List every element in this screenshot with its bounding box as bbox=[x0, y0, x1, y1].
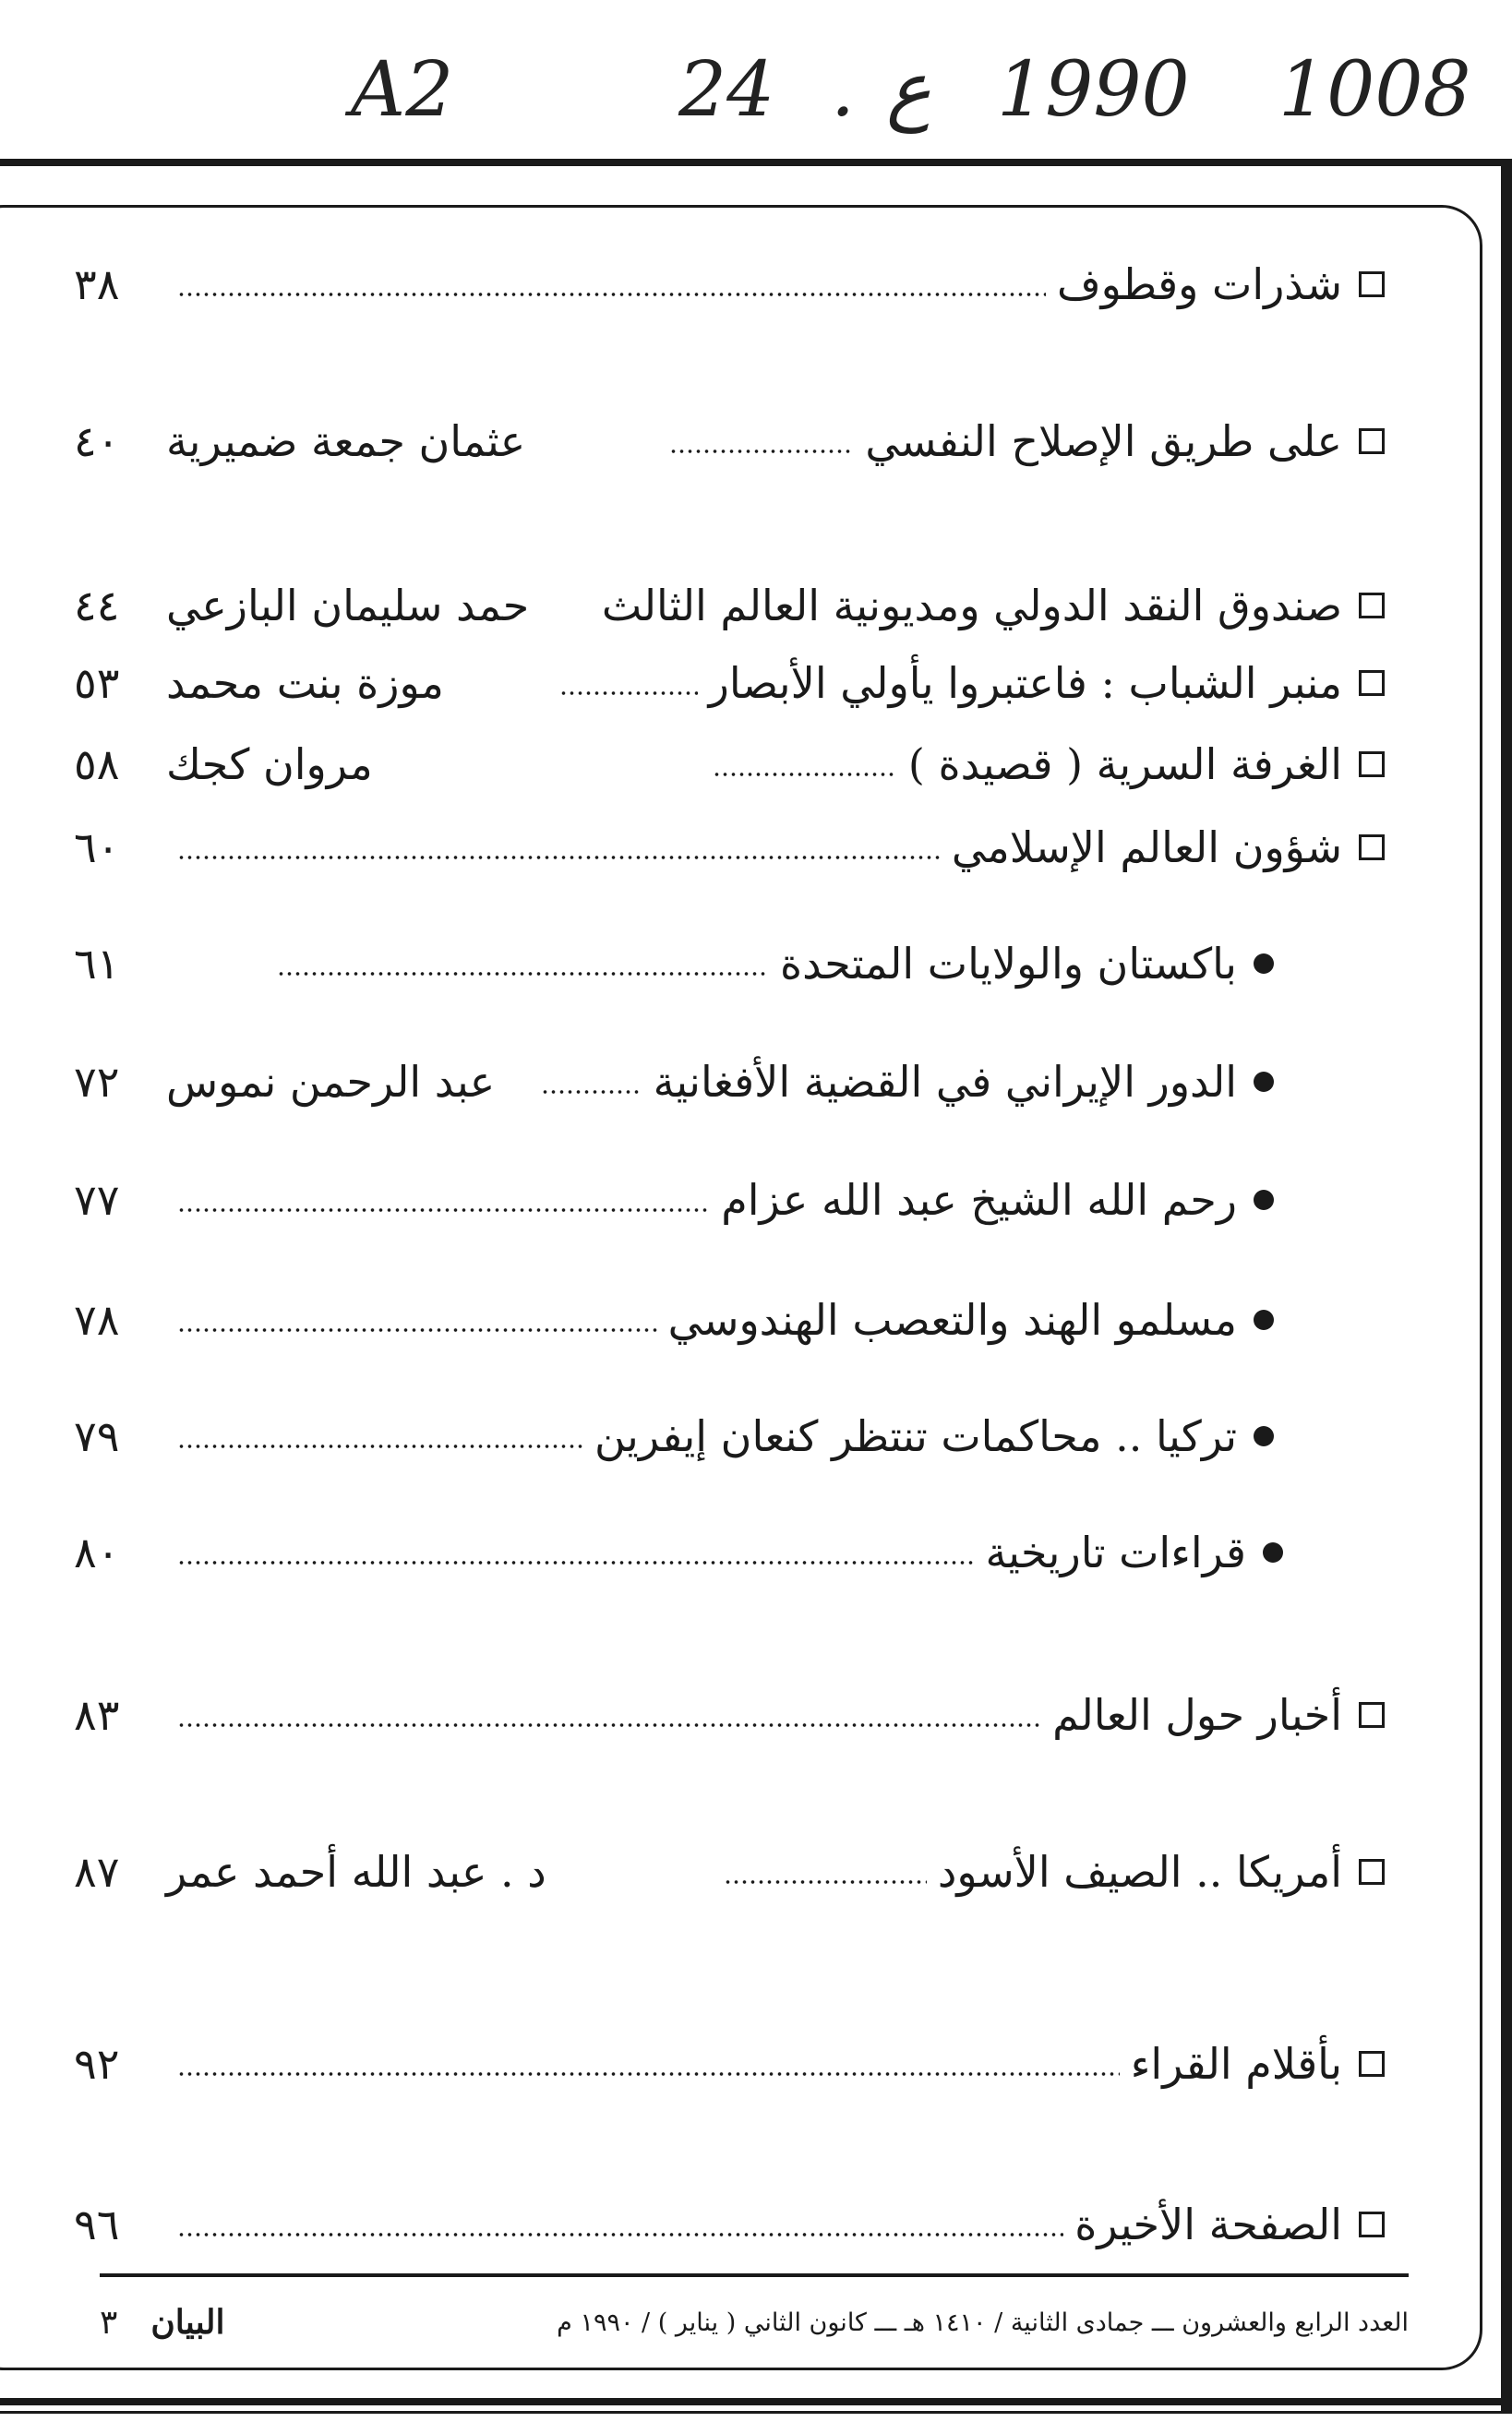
bullet-dot-icon bbox=[1263, 1542, 1283, 1563]
square-bullet-icon bbox=[1359, 751, 1385, 777]
bullet-dot-icon bbox=[1254, 1190, 1274, 1210]
square-bullet-icon bbox=[1359, 2212, 1385, 2237]
footer-issue-info: العدد الرابع والعشرون ـــ جمادى الثانية / ١٤١٠ هـ ـــ كانون الثاني ( يناير ) / ١٩٩٠ م bbox=[557, 2308, 1409, 2337]
toc-title: منبر الشباب : فاعتبروا يأولي الأبصار bbox=[708, 658, 1342, 708]
toc-page-number: ٧٨ bbox=[74, 1295, 120, 1345]
square-bullet-icon bbox=[1359, 1859, 1385, 1885]
handwritten-year: 1990 bbox=[997, 46, 1190, 134]
toc-page-number: ٤٤ bbox=[74, 581, 120, 630]
leader-dots bbox=[277, 972, 769, 976]
handwritten-day: 24 bbox=[678, 46, 775, 134]
square-bullet-icon bbox=[1359, 271, 1385, 297]
footer-magazine-name: البيان bbox=[150, 2303, 225, 2342]
square-bullet-icon bbox=[1359, 1702, 1385, 1728]
toc-entry bbox=[74, 249, 1385, 319]
toc-title: أمريكا .. الصيف الأسود bbox=[937, 1847, 1342, 1897]
toc-title: قراءات تاريخية bbox=[985, 1528, 1246, 1577]
toc-title: تركيا .. محاكمات تنتظر كنعان إيفرين bbox=[594, 1411, 1237, 1461]
toc-page-number: ٩٢ bbox=[74, 2039, 120, 2089]
toc-title: الصفحة الأخيرة bbox=[1074, 2200, 1342, 2249]
toc-page-number: ٦٠ bbox=[74, 822, 120, 872]
leader-dots bbox=[177, 2233, 1063, 2236]
leader-dots bbox=[559, 691, 698, 695]
toc-page-number: ٨٠ bbox=[74, 1528, 120, 1577]
toc-entry bbox=[74, 1837, 1385, 1907]
toc-title: رحم الله الشيخ عبد الله عزام bbox=[721, 1175, 1237, 1225]
leader-dots bbox=[177, 2072, 1120, 2076]
bullet-dot-icon bbox=[1254, 1072, 1274, 1092]
toc-entry bbox=[74, 729, 1385, 799]
toc-page-number: ٥٣ bbox=[74, 658, 120, 708]
leader-dots bbox=[669, 450, 854, 453]
toc-page-number: ٤٠ bbox=[74, 416, 120, 466]
handwritten-month: ع bbox=[886, 46, 931, 134]
leader-dots bbox=[177, 1328, 657, 1332]
toc-title: صندوق النقد الدولي ومديونية العالم الثالث bbox=[601, 581, 1342, 630]
toc-title: بأقلام القراء bbox=[1130, 2039, 1342, 2089]
toc-author: مروان كجك bbox=[166, 739, 373, 789]
right-border-rule bbox=[1501, 159, 1512, 2411]
toc-author: عبد الرحمن نموس bbox=[166, 1057, 496, 1107]
toc-title: الغرفة السرية ( قصيدة ) bbox=[907, 739, 1342, 789]
toc-page-number: ٥٨ bbox=[74, 739, 120, 789]
bullet-dot-icon bbox=[1254, 1310, 1274, 1330]
footer-divider bbox=[100, 2273, 1409, 2277]
handwritten-annotation bbox=[0, 46, 1512, 157]
leader-dots bbox=[177, 856, 941, 859]
toc-author: د . عبد الله أحمد عمر bbox=[166, 1847, 546, 1897]
square-bullet-icon bbox=[1359, 834, 1385, 860]
square-bullet-icon bbox=[1359, 428, 1385, 454]
toc-entry bbox=[74, 406, 1385, 476]
toc-page-number: ٧٩ bbox=[74, 1411, 120, 1461]
toc-author: حمد سليمان البازعي bbox=[166, 581, 530, 630]
toc-page-number: ٩٦ bbox=[74, 2200, 120, 2249]
bottom-border-rule bbox=[0, 2398, 1512, 2405]
toc-page-number: ٨٧ bbox=[74, 1847, 120, 1897]
top-border-rule bbox=[0, 159, 1512, 166]
toc-page-number: ٧٢ bbox=[74, 1057, 120, 1107]
toc-title: شؤون العالم الإسلامي bbox=[951, 822, 1342, 872]
footer-page-number: ٣ bbox=[100, 2303, 118, 2342]
toc-title: الدور الإيراني في القضية الأفغانية bbox=[653, 1057, 1237, 1107]
toc-page-number: ٦١ bbox=[74, 939, 120, 989]
toc-page-number: ٨٣ bbox=[74, 1690, 120, 1740]
toc-entry bbox=[74, 2029, 1385, 2099]
toc-page-number: ٣٨ bbox=[74, 259, 120, 309]
leader-dots bbox=[177, 1445, 583, 1448]
toc-subentry bbox=[74, 1285, 1274, 1355]
toc-subentry bbox=[74, 1517, 1283, 1588]
handwritten-dot: . bbox=[831, 46, 856, 134]
toc-title: شذرات وقطوف bbox=[1057, 259, 1342, 309]
square-bullet-icon bbox=[1359, 593, 1385, 618]
toc-entry bbox=[74, 1680, 1385, 1750]
handwritten-code: A2 bbox=[351, 46, 454, 134]
handwritten-number: 1008 bbox=[1278, 46, 1471, 134]
square-bullet-icon bbox=[1359, 670, 1385, 696]
bullet-dot-icon bbox=[1254, 953, 1274, 974]
leader-dots bbox=[177, 1208, 710, 1212]
bottom-border-rule-thin bbox=[0, 2411, 1512, 2414]
toc-entry bbox=[74, 812, 1385, 882]
page-footer bbox=[100, 2295, 1409, 2350]
toc-title: أخبار حول العالم bbox=[1052, 1690, 1342, 1740]
toc-title: مسلمو الهند والتعصب الهندوسي bbox=[667, 1295, 1237, 1345]
toc-subentry bbox=[74, 1401, 1274, 1471]
leader-dots bbox=[177, 1723, 1041, 1727]
toc-author: عثمان جمعة ضميرية bbox=[166, 416, 526, 466]
leader-dots bbox=[177, 1561, 974, 1565]
toc-author: موزة بنت محمد bbox=[166, 658, 444, 708]
toc-title: باكستان والولايات المتحدة bbox=[779, 939, 1237, 989]
leader-dots bbox=[541, 1090, 642, 1094]
toc-page-number: ٧٧ bbox=[74, 1175, 120, 1225]
leader-dots bbox=[713, 773, 897, 776]
square-bullet-icon bbox=[1359, 2051, 1385, 2077]
toc-entry bbox=[74, 648, 1385, 718]
leader-dots bbox=[177, 293, 1046, 296]
toc-entry bbox=[74, 2189, 1385, 2260]
toc-subentry bbox=[74, 929, 1274, 999]
toc-subentry bbox=[74, 1047, 1274, 1117]
toc-subentry bbox=[74, 1165, 1274, 1235]
toc-entry bbox=[74, 570, 1385, 641]
bullet-dot-icon bbox=[1254, 1426, 1274, 1446]
toc-title: على طريق الإصلاح النفسي bbox=[865, 416, 1342, 466]
leader-dots bbox=[724, 1880, 927, 1884]
